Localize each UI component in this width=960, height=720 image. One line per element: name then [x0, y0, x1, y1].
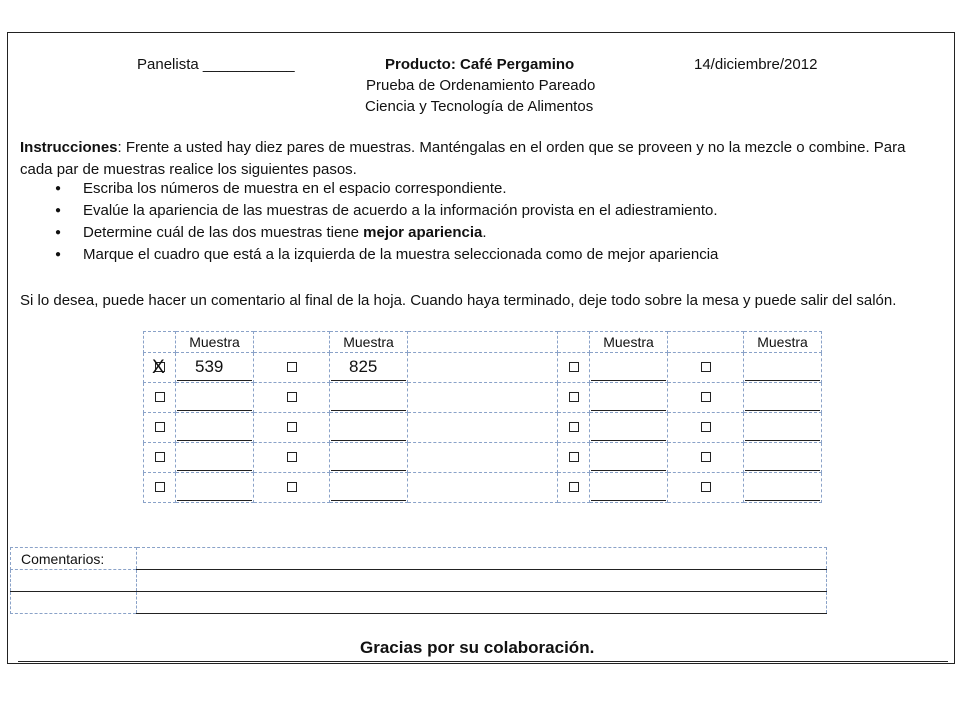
step-emphasis: mejor apariencia: [363, 224, 483, 241]
checkbox[interactable]: [287, 482, 297, 492]
column-header-muestra: Muestra: [176, 332, 254, 353]
thank-you-message: Gracias por su colaboración.: [360, 638, 595, 657]
step-item: ● Escriba los números de muestra en el espacio correspondiente.: [53, 178, 718, 200]
step-item: ● Marque el cuadro que está a la izquierda de la muestra seleccionada como de mejor apariencia: [53, 244, 718, 266]
step-item: ● Evalúe la apariencia de las muestras de acuerdo a la información provista en el adiestramiento.: [53, 200, 718, 222]
sample-number-field[interactable]: [745, 474, 820, 501]
comment-line[interactable]: [137, 548, 827, 570]
table-row: [144, 473, 822, 503]
comment-line[interactable]: [137, 570, 827, 592]
checkbox[interactable]: [155, 392, 165, 402]
test-name: Prueba de Ordenamiento Pareado: [366, 77, 596, 94]
table-header-row: [144, 332, 822, 353]
checkbox[interactable]: [701, 392, 711, 402]
sample-number-field[interactable]: [591, 414, 666, 441]
sample-number-field[interactable]: [745, 444, 820, 471]
table-row: [144, 443, 822, 473]
checkbox[interactable]: [569, 482, 579, 492]
table-row: [144, 413, 822, 443]
checkbox[interactable]: [569, 392, 579, 402]
sample-number-field[interactable]: [331, 384, 406, 411]
step-period: .: [482, 224, 487, 241]
department-name: Ciencia y Tecnología de Alimentos: [365, 98, 594, 115]
column-header-muestra: Muestra: [590, 332, 668, 353]
step-item: [53, 222, 718, 244]
checkbox[interactable]: [155, 482, 165, 492]
step-text: Determine cuál de las dos muestras tiene: [83, 224, 364, 241]
checkbox[interactable]: [287, 422, 297, 432]
sample-number-field[interactable]: [745, 354, 820, 381]
sample-number-field[interactable]: [331, 474, 406, 501]
comments-row: [11, 592, 827, 614]
table-row: [144, 353, 822, 383]
sample-number-field[interactable]: [745, 384, 820, 411]
checkbox[interactable]: [155, 422, 165, 432]
instructions-line-1: [20, 137, 906, 159]
product-value: Café Pergamino: [460, 56, 575, 73]
sample-number-field[interactable]: [177, 444, 252, 471]
checkbox[interactable]: [569, 452, 579, 462]
checkbox-mark: X: [152, 357, 165, 378]
panelista-label: Panelista ___________: [137, 56, 295, 73]
sample-number-field[interactable]: [591, 384, 666, 411]
closing-note: Si lo desea, puede hacer un comentario al final de la hoja. Cuando haya terminado, deje todo sobre la mesa y puede salir del salón.: [20, 292, 897, 309]
form-date: 14/diciembre/2012: [694, 56, 818, 73]
checkbox[interactable]: [155, 452, 165, 462]
checkbox[interactable]: [701, 482, 711, 492]
instructions-line-2: cada par de muestras realice los siguientes pasos.: [20, 161, 357, 178]
sample-number-field[interactable]: [177, 384, 252, 411]
sample-number-field[interactable]: 539: [177, 354, 252, 381]
sample-number-field[interactable]: 825: [331, 354, 406, 381]
checkbox[interactable]: [287, 452, 297, 462]
product-label: Producto:: [385, 56, 456, 73]
comments-label: Comentarios:: [11, 548, 137, 570]
column-header-muestra: Muestra: [330, 332, 408, 353]
product-line: [385, 56, 574, 73]
sample-number-field[interactable]: [177, 474, 252, 501]
checkbox[interactable]: [569, 362, 579, 372]
checkbox[interactable]: [701, 362, 711, 372]
checkbox[interactable]: [569, 422, 579, 432]
sample-number-field[interactable]: [745, 414, 820, 441]
sample-number-field[interactable]: [331, 414, 406, 441]
sample-number-field[interactable]: [591, 354, 666, 381]
comments-table: [10, 547, 827, 614]
checkbox[interactable]: [701, 422, 711, 432]
sample-ranking-table: [143, 331, 822, 503]
sample-number-field[interactable]: [591, 444, 666, 471]
sample-number-field[interactable]: [177, 414, 252, 441]
instruction-steps: [53, 178, 718, 266]
instructions-label: Instrucciones: [20, 139, 118, 156]
bottom-divider: [18, 661, 948, 662]
sample-number-field[interactable]: [331, 444, 406, 471]
sample-number-field[interactable]: [591, 474, 666, 501]
comments-row: [11, 548, 827, 570]
instructions-text: : Frente a usted hay diez pares de muestras. Manténgalas en el orden que se proveen y no la mezcle o combine. Para: [117, 139, 906, 156]
comments-row: [11, 570, 827, 592]
checkbox[interactable]: [287, 362, 297, 372]
comment-line[interactable]: [137, 592, 827, 614]
column-header-muestra: Muestra: [744, 332, 822, 353]
table-row: [144, 383, 822, 413]
checkbox[interactable]: [701, 452, 711, 462]
checkbox[interactable]: [287, 392, 297, 402]
